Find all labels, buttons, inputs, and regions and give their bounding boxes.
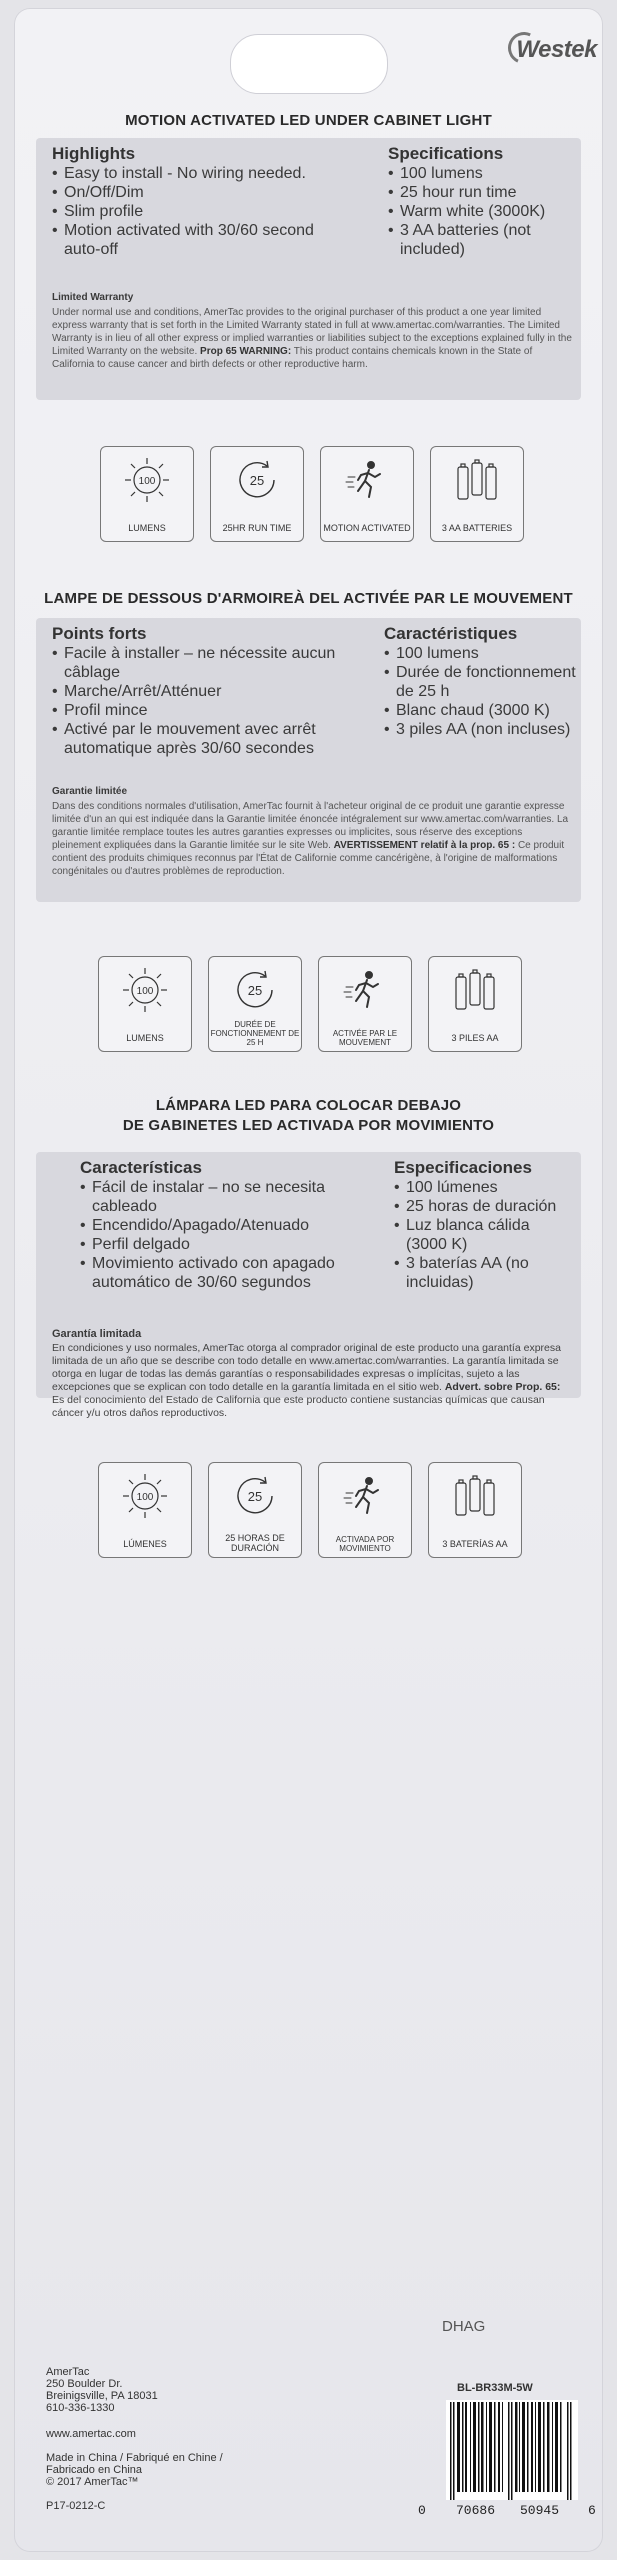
list-item: • Easy to install - No wiring needed. bbox=[52, 164, 322, 183]
list-item: • 3 baterías AA (no incluidas) bbox=[394, 1254, 574, 1292]
list-item: • 100 lumens bbox=[388, 164, 573, 183]
specs-list-es bbox=[394, 1178, 574, 1292]
warranty-heading-fr: Garantie limitée bbox=[52, 786, 128, 797]
batteries-badge bbox=[428, 956, 522, 1052]
model-number: BL-BR33M-5W bbox=[457, 2382, 533, 2394]
running-person-icon bbox=[342, 967, 388, 1013]
list-item: • Marche/Arrêt/Atténuer bbox=[52, 682, 352, 701]
specs-heading-es: Especificaciones bbox=[394, 1158, 532, 1177]
highlights-list-fr bbox=[52, 644, 352, 758]
icon-label: LUMENS bbox=[128, 523, 166, 533]
icon-label: DURÉE DE FONCTIONNEMENT DE 25 H bbox=[210, 1020, 300, 1047]
copyright: © 2017 AmerTac™ bbox=[46, 2476, 139, 2488]
highlights-heading-es: Características bbox=[80, 1158, 202, 1177]
barcode-icon bbox=[446, 2400, 578, 2500]
running-person-icon bbox=[342, 1473, 388, 1519]
running-person-icon bbox=[344, 457, 390, 503]
barcode bbox=[446, 2400, 578, 2500]
specs-list-fr bbox=[384, 644, 579, 739]
icon-label: ACTIVADA POR MOVIMIENTO bbox=[335, 1535, 395, 1553]
company-name: AmerTac bbox=[46, 2366, 90, 2378]
list-item: • Activé par le mouvement avec arrêt automatique après 30/60 secondes bbox=[52, 720, 352, 758]
icon-label: 3 BATERÍAS AA bbox=[442, 1539, 508, 1549]
title-en: MOTION ACTIVATED LED UNDER CABINET LIGHT bbox=[125, 112, 492, 129]
list-item: • On/Off/Dim bbox=[52, 183, 322, 202]
company-web: www.amertac.com bbox=[46, 2428, 136, 2440]
icon-row-en bbox=[0, 446, 617, 542]
svg-text:100: 100 bbox=[138, 476, 156, 487]
company-phone: 610-336-1330 bbox=[46, 2402, 115, 2414]
list-item: • Luz blanca cálida (3000 K) bbox=[394, 1216, 574, 1254]
icon-label: MOTION ACTIVATED bbox=[323, 523, 411, 533]
company-city: Breinigsville, PA 18031 bbox=[46, 2390, 158, 2402]
specs-heading-en: Specifications bbox=[388, 144, 504, 163]
specs-list-en bbox=[388, 164, 573, 259]
list-item: • Facile à installer – ne nécessite aucun câblage bbox=[52, 644, 352, 682]
list-item: • Slim profile bbox=[52, 202, 322, 221]
company-street: 250 Boulder Dr. bbox=[46, 2378, 123, 2390]
icon-row-es bbox=[0, 1462, 617, 1558]
highlights-list-es bbox=[80, 1178, 365, 1292]
dhag-code: DHAG bbox=[442, 2318, 486, 2335]
list-item: • Perfil delgado bbox=[80, 1235, 365, 1254]
svg-text:25: 25 bbox=[247, 983, 263, 998]
list-item: • Motion activated with 30/60 second auto-off bbox=[52, 221, 322, 259]
batteries-badge bbox=[430, 446, 524, 542]
motion-badge bbox=[320, 446, 414, 542]
clock-icon bbox=[232, 967, 278, 1013]
upc-left: 0 bbox=[418, 2503, 426, 2518]
warranty-text-fr: Dans des conditions normales d'utilisation, AmerTac fournit à l'acheteur original de ce produit une garantie expresse limitée d'un an qui est indiquée dans la Garantie limitée énoncée intégralement sur www.amertac.com/warranties. La garantie limitée remplace toutes les autres garanties expresses ou implicites, sous réserve des exceptions pleinement expliquées dans la Garantie limitée sur le site Web. AVERTISSEMENT relatif à la prop. 65 : Ce produit contient des produits chimiques reconnus par l'État de Californie comme cancérigène, à l'origine de malformations congénitales ou d'autres problèmes de reproduction. bbox=[52, 801, 569, 877]
panel-fr bbox=[36, 618, 581, 902]
list-item: • 3 piles AA (non incluses) bbox=[384, 720, 579, 739]
icon-label: 25HR RUN TIME bbox=[222, 523, 292, 533]
list-item: • 100 lumens bbox=[384, 644, 579, 663]
icon-label: 3 PILES AA bbox=[451, 1033, 499, 1043]
clock-icon bbox=[232, 1473, 278, 1519]
batteries-icon bbox=[452, 1473, 498, 1519]
batteries-icon bbox=[452, 967, 498, 1013]
sun-icon bbox=[124, 457, 170, 503]
brand-logo bbox=[516, 36, 597, 64]
lumens-badge bbox=[100, 446, 194, 542]
title-es bbox=[0, 1096, 617, 1136]
title-fr: LAMPE DE DESSOUS D'ARMOIREÀ DEL ACTIVÉE PAR LE MOUVEMENT bbox=[44, 590, 573, 607]
warranty-heading-en: Limited Warranty bbox=[52, 292, 134, 303]
title-es-line1: LÁMPARA LED PARA COLOCAR DEBAJO bbox=[155, 1097, 462, 1114]
runtime-badge bbox=[210, 446, 304, 542]
panel-en bbox=[36, 138, 581, 400]
made-in-line2: Fabricado en China bbox=[46, 2464, 143, 2476]
lumens-badge bbox=[98, 956, 192, 1052]
icon-label: 25 HORAS DE DURACIÓN bbox=[225, 1533, 285, 1553]
runtime-badge bbox=[208, 956, 302, 1052]
svg-text:100: 100 bbox=[136, 986, 154, 997]
made-in-line1: Made in China / Fabriqué en Chine / bbox=[46, 2452, 223, 2464]
title-es-line2: DE GABINETES LED ACTIVADA POR MOVIMIENTO bbox=[122, 1117, 495, 1134]
highlights-heading-en: Highlights bbox=[52, 144, 136, 163]
made-in bbox=[46, 2452, 223, 2488]
clock-icon bbox=[234, 457, 280, 503]
icon-row-fr bbox=[0, 956, 617, 1052]
svg-text:25: 25 bbox=[249, 473, 265, 488]
list-item: • 25 horas de duración bbox=[394, 1197, 574, 1216]
highlights-list-en bbox=[52, 164, 322, 259]
icon-label: LÚMENES bbox=[123, 1539, 167, 1549]
list-item: • Blanc chaud (3000 K) bbox=[384, 701, 579, 720]
list-item: • Profil mince bbox=[52, 701, 352, 720]
list-item: • 100 lúmenes bbox=[394, 1178, 574, 1197]
svg-text:100: 100 bbox=[136, 1492, 154, 1503]
upc-mid1: 70686 bbox=[456, 2503, 496, 2518]
sun-icon bbox=[122, 967, 168, 1013]
batteries-badge bbox=[428, 1462, 522, 1558]
panel-es bbox=[36, 1152, 581, 1419]
hang-hole bbox=[230, 34, 388, 94]
runtime-badge bbox=[208, 1462, 302, 1558]
list-item: • Warm white (3000K) bbox=[388, 202, 573, 221]
upc-right: 6 bbox=[588, 2503, 596, 2518]
list-item: • Encendido/Apagado/Atenuado bbox=[80, 1216, 365, 1235]
icon-label: 3 AA BATTERIES bbox=[441, 523, 513, 533]
sun-icon bbox=[122, 1473, 168, 1519]
svg-text:25: 25 bbox=[247, 1489, 263, 1504]
list-item: • Movimiento activado con apagado automático de 30/60 segundos bbox=[80, 1254, 365, 1292]
motion-badge bbox=[318, 956, 412, 1052]
motion-badge bbox=[318, 1462, 412, 1558]
brand-name: Westek bbox=[516, 36, 597, 63]
list-item: • 3 AA batteries (not included) bbox=[388, 221, 573, 259]
lumens-badge bbox=[98, 1462, 192, 1558]
batteries-icon bbox=[454, 457, 500, 503]
part-number: P17-0212-C bbox=[46, 2500, 106, 2512]
warranty-heading-es: Garantía limitada bbox=[52, 1328, 142, 1340]
list-item: • 25 hour run time bbox=[388, 183, 573, 202]
upc-mid2: 50945 bbox=[520, 2503, 560, 2518]
company-address bbox=[46, 2366, 158, 2414]
icon-label: ACTIVÉE PAR LE MOUVEMENT bbox=[332, 1029, 398, 1047]
list-item: • Durée de fonctionnement de 25 h bbox=[384, 663, 579, 701]
specs-heading-fr: Caractéristiques bbox=[384, 624, 518, 643]
icon-label: LUMENS bbox=[126, 1033, 164, 1043]
list-item: • Fácil de instalar – no se necesita cableado bbox=[80, 1178, 365, 1216]
highlights-heading-fr: Points forts bbox=[52, 624, 147, 643]
warranty-text-es: En condiciones y uso normales, AmerTac otorga al comprador original de este producto una garantía expresa limitada de un año que se describe con todo detalle en www.amertac.com/warranties. La garantía limitada se otorga en lugar de todas las demás garantías o responsabilidades expresas o implícitas, sujeto a las excepciones que se explican con todo detalle en la garantía limitada en el sitio web. Advert. sobre Prop. 65: Es del conocimiento del Estado de California que este producto contiene sustancias químicas que causan cáncer y/u otros daños reproductivos. bbox=[52, 1342, 561, 1419]
warranty-text-en: Under normal use and conditions, AmerTac provides to the original purchaser of this product a one year limited express warranty that is set forth in the Limited Warranty stated in full at www.amertac.com/warranties. The Limited Warranty is in lieu of all other express or implied warranties or liabilities subject to the exceptions explained fully in the Limited Warranty on the website. Prop 65 WARNING: This product contains chemicals known in the State of California to cause cancer and birth defects or other reproductive harm. bbox=[52, 307, 572, 370]
